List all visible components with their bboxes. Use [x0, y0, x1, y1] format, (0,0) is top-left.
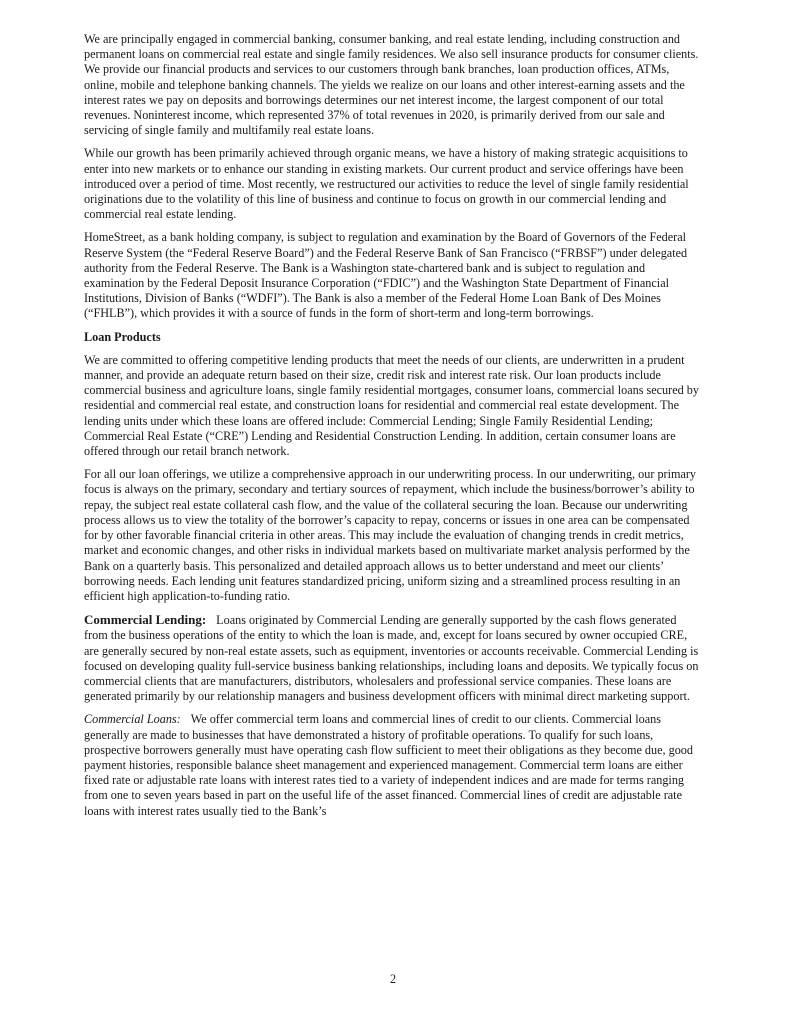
commercial-loans-paragraph — [84, 712, 702, 818]
commercial-lending-lead: Commercial Lending: — [84, 612, 207, 628]
commercial-loans-lead: Commercial Loans: — [84, 712, 181, 727]
commercial-lending-paragraph — [84, 612, 702, 704]
intro-paragraph: We are principally engaged in commercial banking, consumer banking, and real estate lending, including construction and permanent loans on commercial real estate and single family residences. We also sell insurance products for consumer clients. We provide our financial products and services to our customers through bank branches, loan production offices, ATMs, online, mobile and telephone banking channels. The yields we realize on our loans and other interest-earning assets and the interest rates we pay on deposits and borrowings determines our net interest income, the largest component of our total revenues. Noninterest income, which represented 37% of total revenues in 2020, is primarily derived from our sale and servicing of single family and multifamily real estate loans. — [84, 32, 699, 138]
commercial-lending-text: Loans originated by Commercial Lending are generally supported by the cash flows generated from the business operations of the entity to which the loan is made, and, except for loans secured by owner occupied CRE, are generally secured by non-real estate assets, such as equipment, inventories or accounts receivable. Commercial Lending is focused on developing quality full-service business banking relationships, including loans and deposits. We typically focus on commercial clients that are manufacturers, distributors, wholesalers and professional service companies. These loans are generated primarily by our relationship managers and business development officers with minimal direct marketing support. — [84, 613, 699, 704]
regulation-paragraph: HomeStreet, as a bank holding company, is subject to regulation and examination by the Board of Governors of the Federal Reserve System (the “Federal Reserve Board”) and the Federal Reserve Bank of San Francisco (“FRBSF”) under delegated authority from the Federal Reserve. The Bank is a Washington state-chartered bank and is subject to regulation and examination by the Federal Deposit Insurance Corporation (“FDIC”) and the Washington State Department of Financial Institutions, Division of Banks (“WDFI”). The Bank is also a member of the Federal Home Loan Bank of Des Moines (“FHLB”), which provides it with a source of funds in the form of short-term and long-term borrowings. — [84, 230, 688, 321]
commercial-loans-text: We offer commercial term loans and commercial lines of credit to our clients. Commercial loans generally are made to businesses that have demonstrated a history of profitable operations. To qualify for such loans, prospective borrowers generally must have operating cash flow sufficient to meet their obligations as they become due, good payment histories, responsible balance sheet management and experienced management. Commercial term loans are either fixed rate or adjustable rate loans with interest rates tied to a variety of independent indices and are made for terms ranging from one to seven years based in part on the useful life of the asset financed. Commercial lines of credit are adjustable rate loans with interest rates usually tied to the Bank’s — [84, 712, 693, 818]
underwriting-paragraph: For all our loan offerings, we utilize a comprehensive approach in our underwriting process. In our underwriting, our primary focus is always on the primary, secondary and tertiary sources of repayment, which include the business/borrower’s ability to repay, the subject real estate collateral cash flow, and the value of the collateral securing the loan. Because our underwriting process allows us to view the totality of the borrower’s capacity to repay, concerns or issues in one area can be compensated for by other favorable financial criteria in other areas. This may include the evaluation of changing trends in credit metrics, market and economic changes, and other risks in individual markets based on multivariate market analysis performed by the Bank on a quarterly basis. This personalized and detailed approach allows us to better understand and meet our clients’ borrowing needs. Each lending unit features standardized pricing, uniform sizing and a streamlined process resulting in an efficient high application-to-funding ratio. — [84, 467, 697, 603]
growth-paragraph: While our growth has been primarily achieved through organic means, we have a history of making strategic acquisitions to enter into new markets or to enhance our standing in existing markets. Our current product and service offerings have been introduced over a period of time. Most recently, we restructured our activities to reduce the level of single family residential originations due to the volatility of this line of business and continue to focus on growth in our commercial lending and commercial real estate lending. — [84, 146, 689, 222]
section-heading-loan-products: Loan Products — [84, 329, 161, 344]
loan-products-paragraph: We are committed to offering competitive lending products that meet the needs of our clients, are underwritten in a prudent manner, and provide an adequate return based on their size, credit risk and interest rate risk. Our loan products include commercial business and agriculture loans, single family residential mortgages, consumer loans, commercial loans secured by residential and commercial real estate, and construction loans for residential and commercial real estate development. The lending units under which these loans are offered include: Commercial Lending; Single Family Residential Lending; Commercial Real Estate (“CRE”) Lending and Residential Construction Lending. In addition, certain consumer loans are offered through our retail branch network. — [84, 352, 699, 459]
page-number: 2 — [389, 972, 397, 986]
